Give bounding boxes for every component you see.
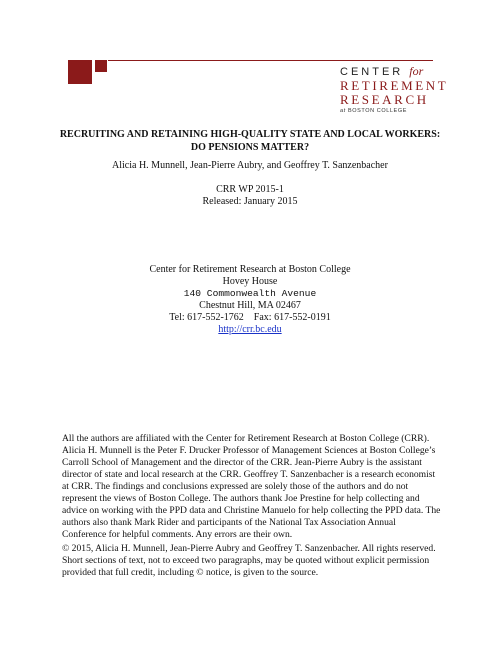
logo-center-word: CENTER [340, 66, 404, 78]
logo-square-large [68, 60, 92, 84]
address-url-line [40, 324, 460, 336]
address-street: 140 Commonwealth Avenue [183, 288, 317, 299]
logo-line-bc [340, 108, 450, 114]
logo-at-word: at [340, 108, 346, 114]
release-date: Released: January 2015 [202, 196, 298, 207]
logo-bc-word: BOSTON COLLEGE [347, 108, 407, 114]
crr-url-link[interactable]: http://crr.bc.edu [218, 324, 282, 335]
crr-logo [340, 65, 450, 114]
address-city: Chestnut Hill, MA 02467 [199, 300, 301, 311]
logo-line-center [340, 65, 450, 79]
address-building: Hovey House [222, 276, 278, 287]
logo-for-word: for [409, 64, 424, 78]
affiliation-note: All the authors are affiliated with the Center for Retirement Research at Boston College (CRR). Alicia H. Munnell is the Peter F. Drucker Professor of Management Sciences at Boston College’s Carroll School of Management and the director of the CRR. Jean-Pierre Aubry is the assistant director of state and local research at the CRR. Geoffrey T. Sanzenbacher is a research economist at CRR. The findings and conclusions expressed are solely those of the authors and do not represent the views of Boston College. The authors thank Joe Prestine for help collecting and advice on working with the PPD data and Christine Manuelo for help collecting the PPD data. The authors also thank Mark Rider and participants of the National Tax Association Annual Conference for helpful comments. Any errors are their own. [62, 433, 441, 540]
logo-square-small [95, 60, 107, 72]
paper-title [40, 128, 460, 154]
authors: Alicia H. Munnell, Jean-Pierre Aubry, and Geoffrey T. Sanzenbacher [112, 160, 388, 171]
paper-title-line1: RECRUITING AND RETAINING HIGH-QUALITY STATE AND LOCAL WORKERS: [59, 129, 441, 140]
address-org: Center for Retirement Research at Boston College [149, 264, 351, 275]
paper-title-line2: DO PENSIONS MATTER? [190, 142, 310, 153]
paper-number: CRR WP 2015-1 [216, 184, 284, 195]
header-rule [108, 60, 433, 61]
logo-line-research: RESEARCH [340, 92, 429, 107]
copyright-notice: © 2015, Alicia H. Munnell, Jean-Pierre Aubry and Geoffrey T. Sanzenbacher. All rights reserved. Short sections of text, not to exceed two paragraphs, may be quoted without explicit permission provided that full credit, including © notice, is given to the source. [62, 543, 436, 578]
logo-line-retirement: RETIREMENT [340, 78, 449, 93]
address-tel-fax: Tel: 617-552-1762 Fax: 617-552-0191 [169, 312, 331, 323]
